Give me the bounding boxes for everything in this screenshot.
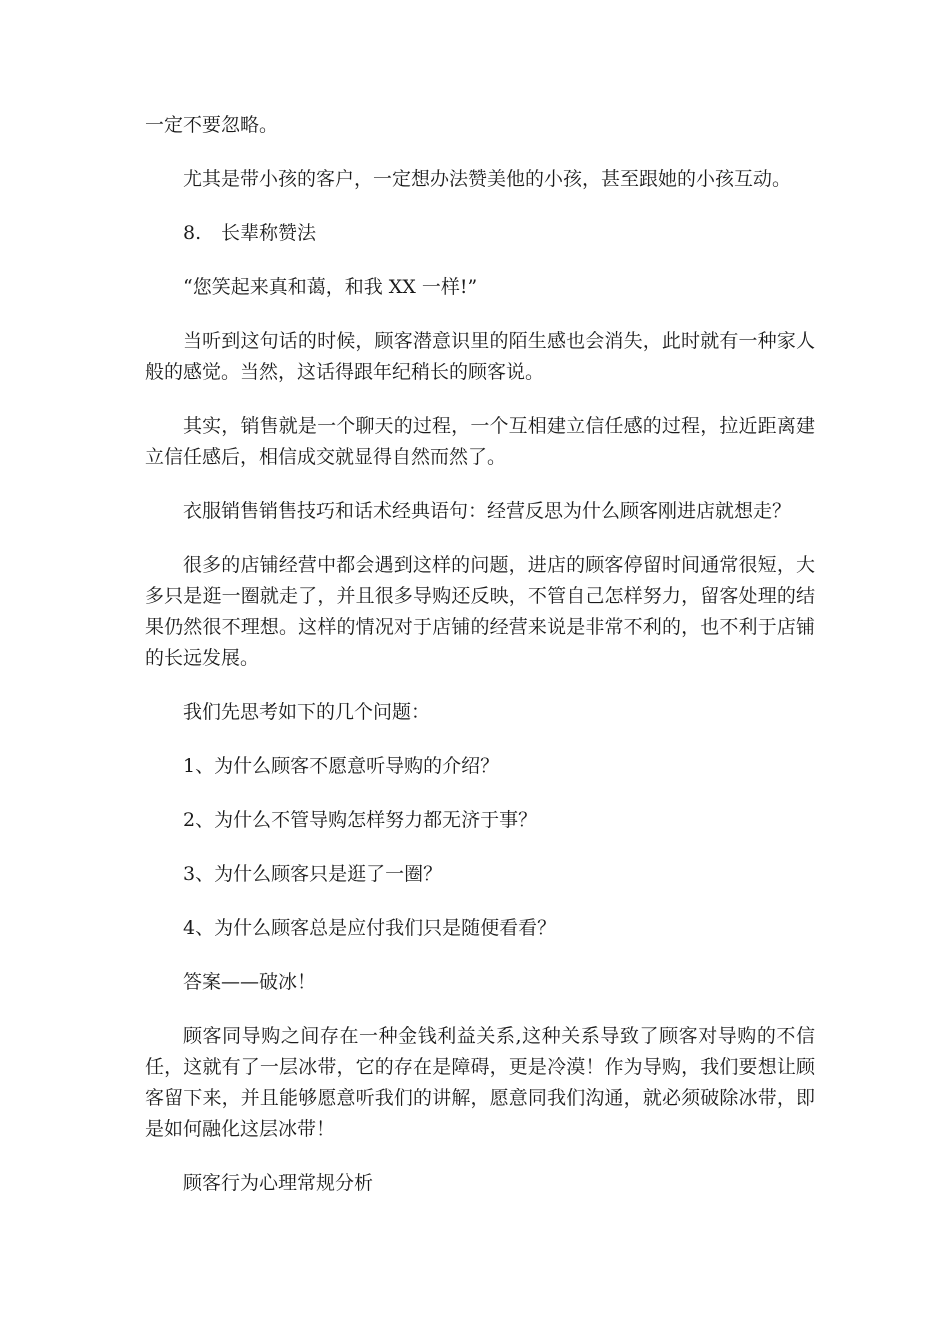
paragraph-ice-belt: 顾客同导购之间存在一种金钱利益关系,这种关系导致了顾客对导购的不信任，这就有了一层冰带，它的存在是障碍，更是冷漠！作为导购，我们要想让顾客留下来，并且能够愿意听我们的讲解，愿意同我们沟通，就必须破除冰带，即是如何融化这层冰带！ [145, 1025, 815, 1140]
document-body [145, 110, 815, 1199]
paragraph-questions-intro: 我们先思考如下的几个问题： [183, 701, 431, 723]
paragraph-analysis-heading: 顾客行为心理常规分析 [183, 1172, 374, 1194]
paragraph-children-tip: 尤其是带小孩的客户，一定想办法赞美他的小孩，甚至跟她的小孩互动。 [183, 168, 792, 190]
section-number: 8. [183, 222, 202, 244]
paragraph-store-problem: 很多的店铺经营中都会遇到这样的问题，进店的顾客停留时间通常很短，大多只是逛一圈就走了，并且很多导购还反映，不管自己怎样努力，留客处理的结果仍然很不理想。这样的情况对于店铺的经营来说是非常不利的，也不利于店铺的长远发展。 [145, 554, 815, 669]
list-item-question-2: 2、为什么不管导购怎样努力都无济于事？ [183, 809, 538, 831]
paragraph-quote: “您笑起来真和蔼，和我 XX 一样!” [183, 276, 478, 298]
list-item-question-3: 3、为什么顾客只是逛了一圈？ [183, 863, 443, 885]
list-item-question-4: 4、为什么顾客总是应付我们只是随便看看？ [183, 917, 557, 939]
section-heading-8 [145, 218, 815, 249]
paragraph-continuation: 一定不要忽略。 [145, 114, 279, 136]
list-item-question-1: 1、为什么顾客不愿意听导购的介绍？ [183, 755, 500, 777]
paragraph-familiarity: 当听到这句话的时候，顾客潜意识里的陌生感也会消失，此时就有一种家人般的感觉。当然，这话得跟年纪稍长的顾客说。 [145, 330, 815, 383]
section-title: 长辈称赞法 [221, 222, 317, 244]
paragraph-answer: 答案——破冰！ [183, 971, 317, 993]
paragraph-sales-chat: 其实，销售就是一个聊天的过程，一个互相建立信任感的过程，拉近距离建立信任感后，相信成交就显得自然而然了。 [145, 415, 815, 468]
paragraph-section-title: 衣服销售销售技巧和话术经典语句：经营反思为什么顾客刚进店就想走？ [183, 500, 792, 522]
